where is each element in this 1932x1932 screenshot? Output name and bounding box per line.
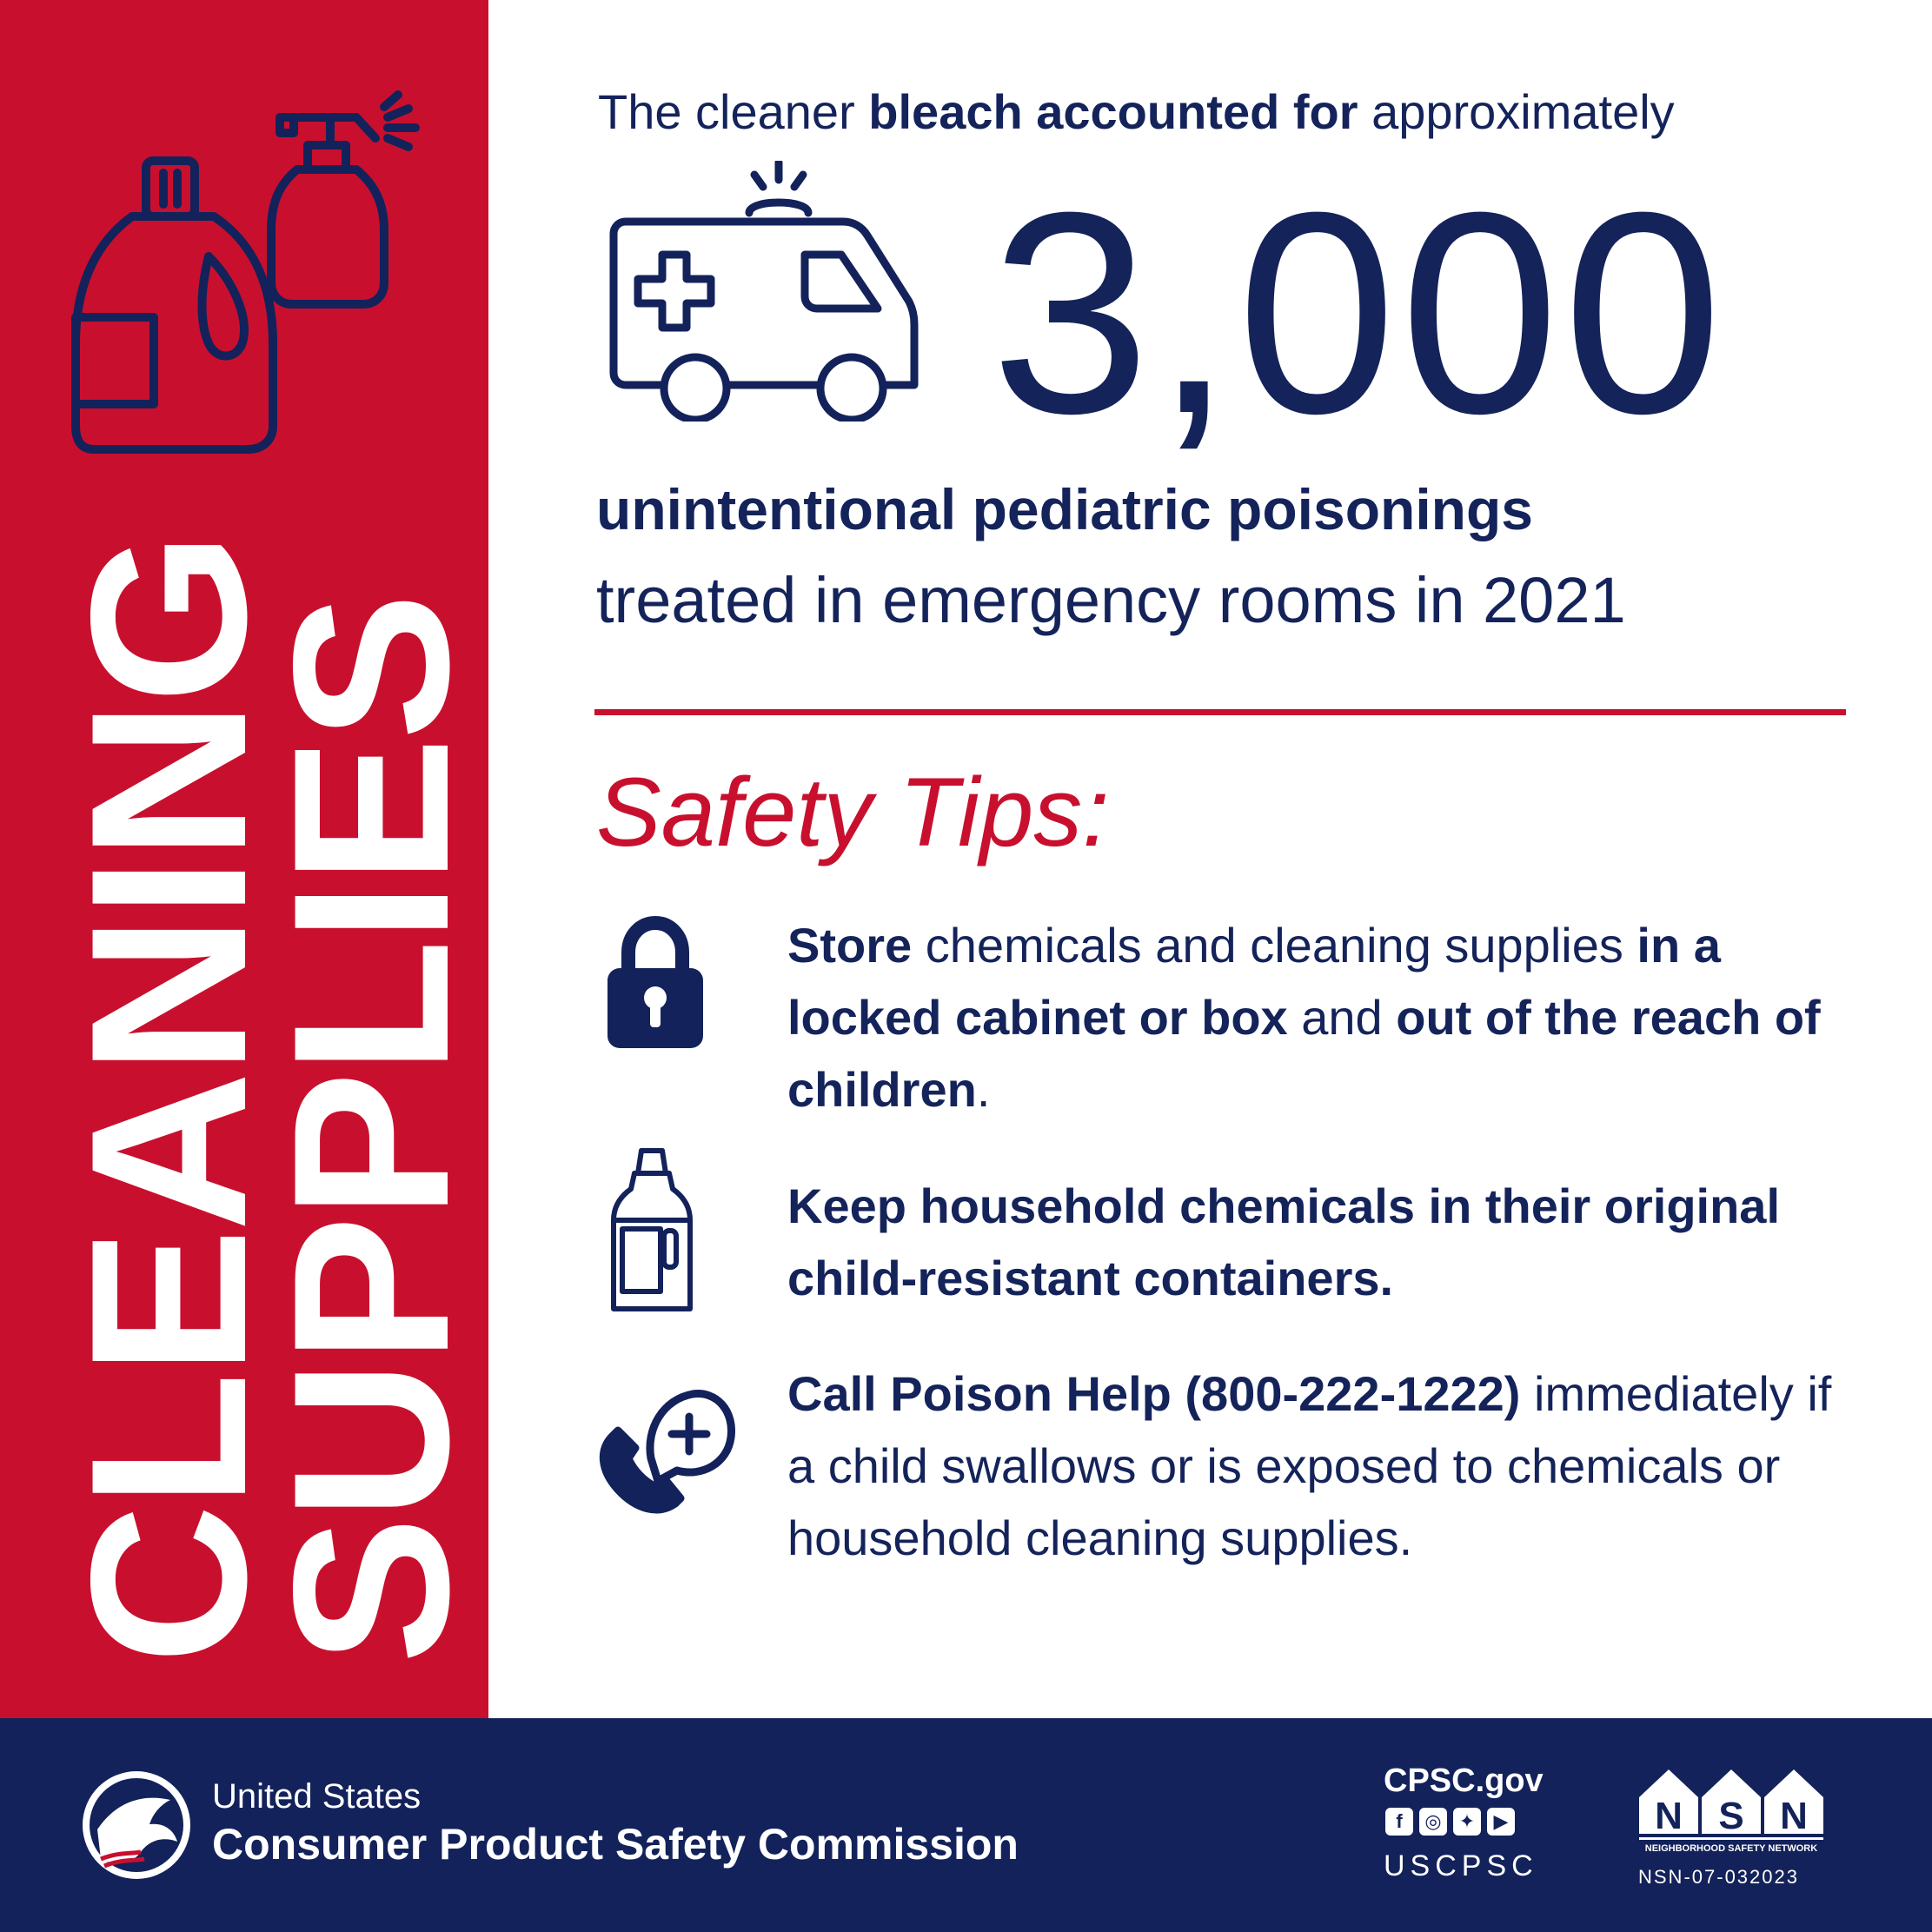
twitter-icon[interactable]: ✦: [1453, 1808, 1481, 1836]
nsn-logo: [1636, 1763, 1827, 1856]
lock-icon: [604, 911, 707, 1052]
tip-containers: Keep household chemicals in their original child-resistant containers.: [787, 1178, 1781, 1305]
svg-text:N: N: [1655, 1795, 1683, 1837]
side-title-line1: CLEANING: [45, 534, 293, 1664]
cpsc-seal-logo: [80, 1769, 193, 1882]
org-line2: Consumer Product Safety Commission: [212, 1820, 1019, 1869]
svg-text:S: S: [1718, 1795, 1744, 1837]
ambulance-icon: [608, 161, 930, 422]
website-link[interactable]: CPSC.gov: [1384, 1763, 1544, 1799]
tip-poison-help: Call Poison Help (800-222-1222) immediately if a child swallows or is exposed to chemicals or household cleaning supplies.: [787, 1366, 1832, 1565]
side-title: [0, 0, 495, 1718]
phone-help-icon: [594, 1368, 737, 1516]
instagram-icon[interactable]: ◎: [1419, 1808, 1447, 1836]
social-icons: [1385, 1808, 1515, 1836]
social-handle: USCPSC: [1384, 1849, 1538, 1882]
stat-number: 3,000: [991, 152, 1726, 473]
svg-text:NEIGHBORHOOD SAFETY NETWORK: NEIGHBORHOOD SAFETY NETWORK: [1644, 1843, 1818, 1854]
divider: [594, 709, 1846, 715]
stat-line2: treated in emergency rooms in 2021: [596, 564, 1626, 636]
org-line1: United States: [212, 1777, 422, 1816]
detergent-bottle-icon: [608, 1147, 695, 1314]
youtube-icon[interactable]: ▶: [1487, 1808, 1515, 1836]
tip-store: Store chemicals and cleaning supplies in a locked cabinet or box and out of the reach of children.: [787, 918, 1821, 1117]
safety-tips-heading: Safety Tips:: [596, 758, 1110, 866]
intro-text: The cleaner bleach accounted for approximately: [598, 84, 1675, 139]
facebook-icon[interactable]: f: [1385, 1808, 1413, 1836]
nsn-code: NSN-07-032023: [1638, 1866, 1799, 1888]
side-title-line2: SUPPLIES: [248, 595, 495, 1664]
svg-text:N: N: [1780, 1795, 1808, 1837]
stat-line1: unintentional pediatric poisonings: [596, 477, 1534, 541]
